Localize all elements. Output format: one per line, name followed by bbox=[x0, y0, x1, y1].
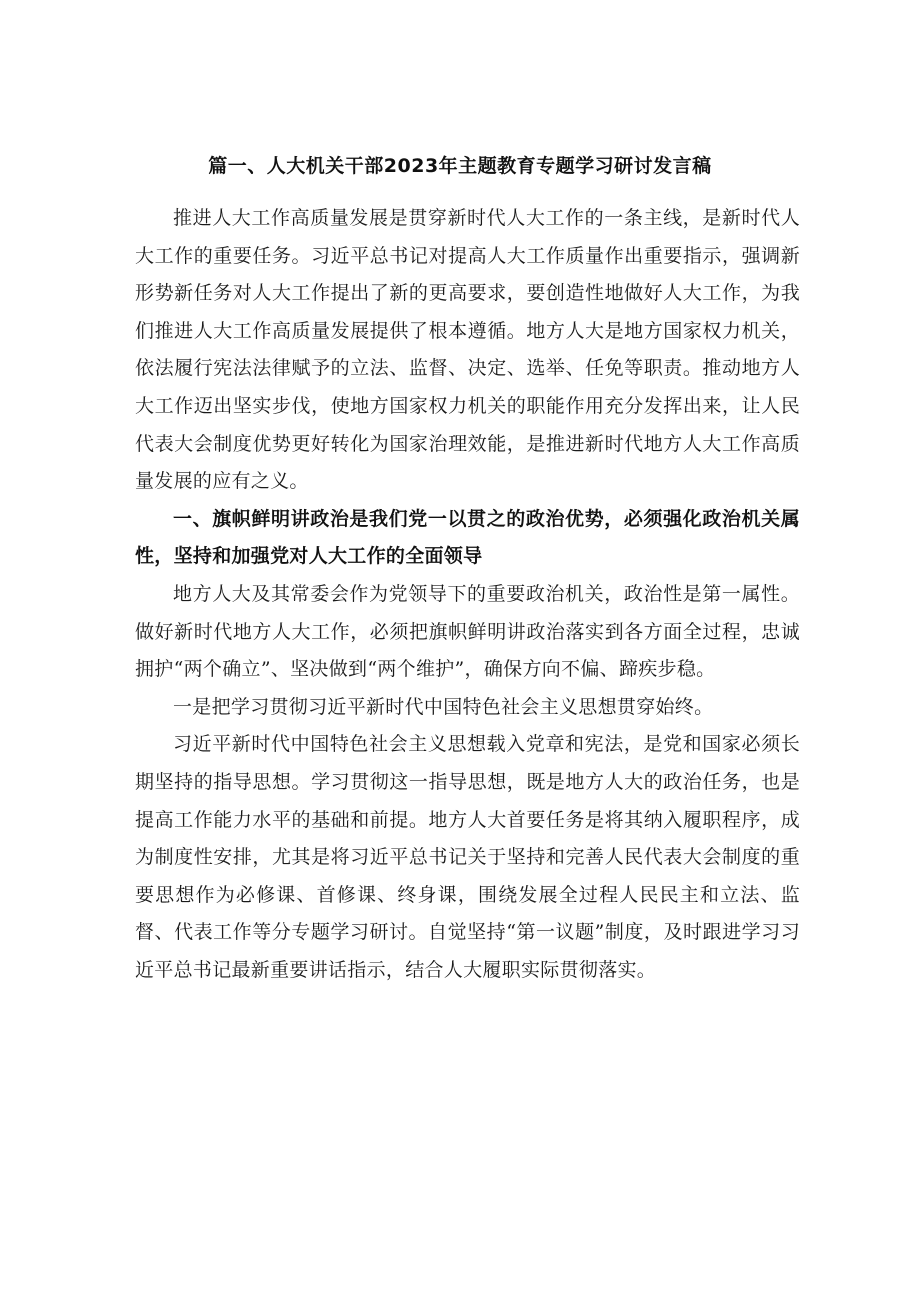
document-body bbox=[135, 200, 800, 989]
body-paragraph: 地方人大及其常委会作为党领导下的重要政治机关，政治性是第一属性。做好新时代地方人大工作，必须把旗帜鲜明讲政治落实到各方面全过程，忠诚拥护“两个确立”、坚决做到“两个维护”，确保方向不偏、蹄疾步稳。 bbox=[135, 582, 800, 681]
body-paragraph: 习近平新时代中国特色社会主义思想载入党章和宪法，是党和国家必须长期坚持的指导思想。学习贯彻这一指导思想，既是地方人大的政治任务，也是提高工作能力水平的基础和前提。地方人大首要任务是将其纳入履职程序，成为制度性安排，尤其是将习近平总书记关于坚持和完善人民代表大会制度的重要思想作为必修课、首修课、终身课，围绕发展全过程人民民主和立法、监督、代表工作等分专题学习研讨。自觉坚持“第一议题”制度，及时跟进学习习近平总书记最新重要讲话指示，结合人大履职实际贯彻落实。 bbox=[135, 733, 800, 981]
section-heading: 一、旗帜鲜明讲政治是我们党一以贯之的政治优势，必须强化政治机关属性，坚持和加强党对人大工作的全面领导 bbox=[135, 507, 800, 568]
subheading-paragraph: 一是把学习贯彻习近平新时代中国特色社会主义思想贯穿始终。 bbox=[173, 695, 714, 718]
intro-paragraph: 推进人大工作高质量发展是贯穿新时代人大工作的一条主线，是新时代人大工作的重要任务。习近平总书记对提高人大工作质量作出重要指示，强调新形势新任务对人大工作提出了新的更高要求，要创造性地做好人大工作，为我们推进人大工作高质量发展提供了根本遵循。地方人大是地方国家权力机关，依法履行宪法法律赋予的立法、监督、决定、选举、任免等职责。推动地方人大工作迈出坚实步伐，使地方国家权力机关的职能作用充分发挥出来，让人民代表大会制度优势更好转化为国家治理效能，是推进新时代地方人大工作高质量发展的应有之义。 bbox=[135, 207, 800, 493]
document-title: 篇一、人大机关干部2023年主题教育专题学习研讨发言稿 bbox=[208, 155, 712, 177]
